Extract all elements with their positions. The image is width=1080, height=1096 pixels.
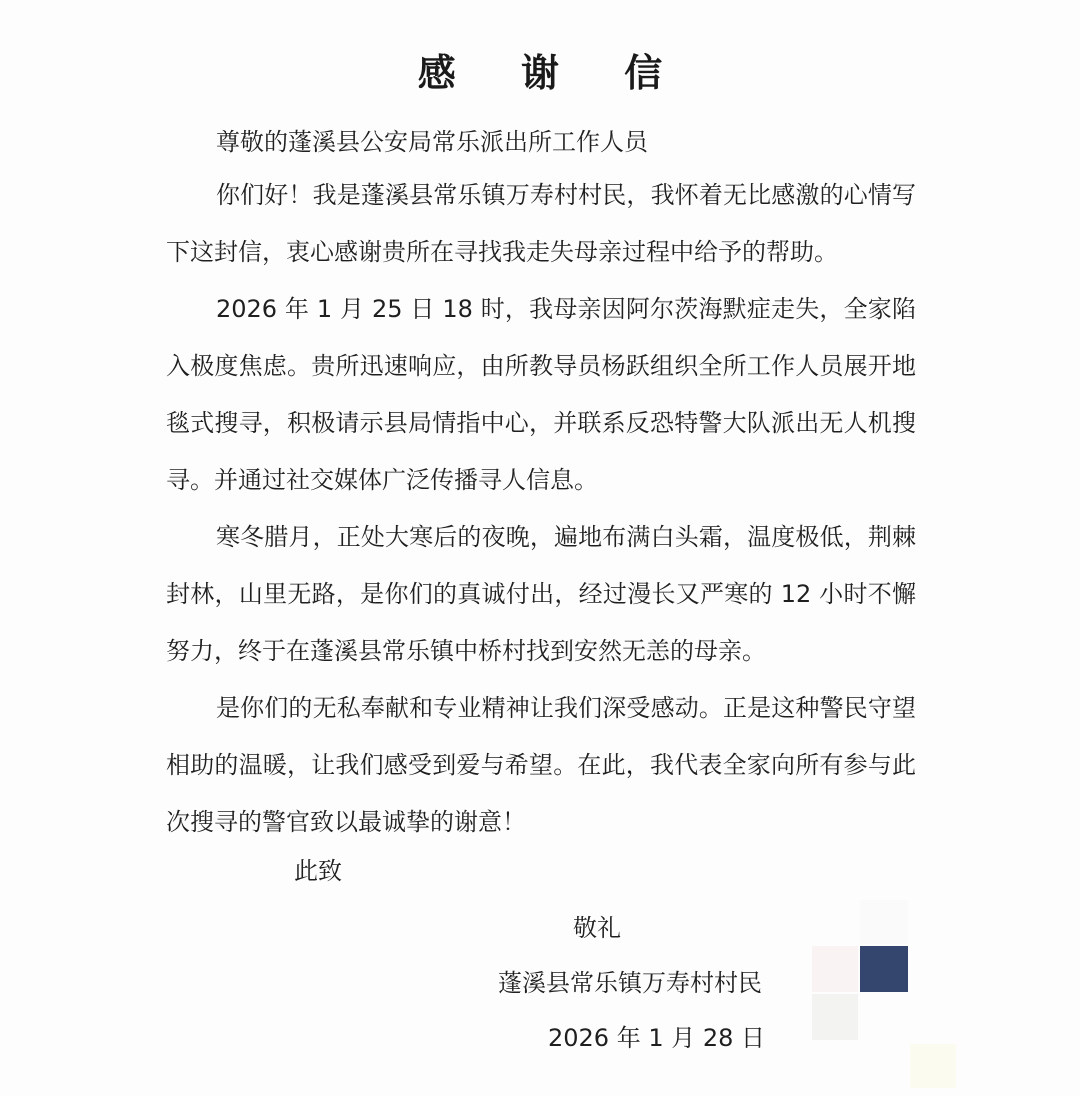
letter-date: 2026 年 1 月 28 日 [548,1024,766,1052]
mosaic-block [910,1044,956,1088]
letter-salutation: 尊敬的蓬溪县公安局常乐派出所工作人员 [216,128,648,156]
paragraph-1: 你们好！我是蓬溪县常乐镇万寿村村民，我怀着无比感激的心情写下这封信，衷心感谢贵所在寻找我走失母亲过程中给予的帮助。 [166,181,916,266]
mosaic-block [860,900,908,944]
closing-jing-li: 敬礼 [573,914,621,942]
closing-ci-zhi: 此致 [294,857,342,885]
mosaic-block [812,946,858,992]
letter-title: 感 谢 信 [417,51,689,95]
letter-body [166,167,916,851]
paragraph-3: 寒冬腊月，正处大寒后的夜晚，遍地布满白头霜，温度极低，荆棘封林，山里无路，是你们的真诚付出，经过漫长又严寒的 12 小时不懈努力，终于在蓬溪县常乐镇中桥村找到安然无恙的母亲。 [166,523,916,665]
signer-name: 蓬溪县常乐镇万寿村村民 [498,969,762,997]
paragraph-4: 是你们的无私奉献和专业精神让我们深受感动。正是这种警民守望相助的温暖，让我们感受到爱与希望。在此，我代表全家向所有参与此次搜寻的警官致以最诚挚的谢意！ [166,694,916,836]
paragraph-2: 2026 年 1 月 25 日 18 时，我母亲因阿尔茨海默症走失，全家陷入极度焦虑。贵所迅速响应，由所教导员杨跃组织全所工作人员展开地毯式搜寻，积极请示县局情指中心，并联系反恐特警大队派出无人机搜寻。并通过社交媒体广泛传播寻人信息。 [166,295,916,494]
mosaic-block [812,994,858,1040]
mosaic-block [860,946,908,992]
